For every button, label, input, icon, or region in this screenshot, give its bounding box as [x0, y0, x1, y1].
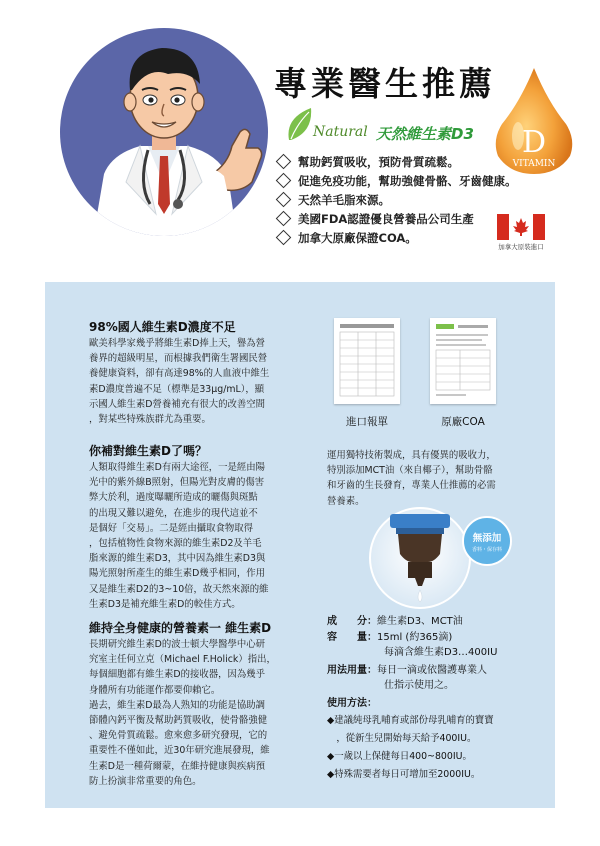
feature-item: 促進免疫功能，幫助強健骨骼、牙齒健康。 [275, 171, 575, 190]
section-body-2: 人類取得維生素D有兩大途徑，一是經由陽 光中的紫外線B照射，但陽光對皮膚的傷害 弊大於利，過度曝曬所造成的曬傷與斑點 的出現又難以避免，在進步的現代這並不 是個好「交易」。二是經由攝取食物取得 ，包括植物性食物來源的維生素D2及羊毛 脂來源的維生素D3，其中因為維生素D3與 陽光照射所產生的維生素D幾乎相同，作用 又是維生素D2的3~10倍，故天然來源的維 生素D3是補充維生素D的較佳方式。 [89, 462, 269, 610]
brand-line [283, 106, 513, 146]
section-body-3: 長期研究維生素D的波士頓大學醫學中心研 究室主任何立克（Michael F.Holick）指出， 每個細胞都有維生素D的接收器，因為幾乎 身體所有功能運作都要仰賴它。 過去，維生素D最為人熟知的功能是協助調 節體內鈣平衡及幫助鈣質吸收，使骨骼強健 、避免骨質疏鬆。愈來愈多研究發現，它的 重要性不僅如此，近30年研究進展發現，維 生素D是一種荷爾蒙，在維持健康與疾病預 防上扮演非常重要的角色。 [89, 639, 276, 787]
feature-item: 美國FDA認證優良營養品公司生產 [275, 209, 575, 228]
import-declaration-image [334, 318, 400, 404]
doctor-illustration [52, 14, 282, 244]
section-title-3: 維持全身健康的營養素一 維生素D [89, 621, 272, 635]
feature-item: 天然羊毛脂來源。 [275, 190, 575, 209]
diamond-bullet-icon [276, 211, 292, 227]
drop-word: VITAMIN [512, 159, 556, 169]
method-item: ，從新生兒開始每天給予400IU。 [327, 733, 477, 744]
section-body-1: 歐美科學家幾乎將維生素D捧上天，譽為營 養界的超級明星，而根據我們衛生署國民營 養健康資料，卻有高達98%的人血液中維生 素D濃度普遍不足（標準是33μg/mL），顯 示國人維生素D營養補充有很大的改善空間 ，對某些特殊族群尤為重要。 [89, 338, 270, 426]
method-item: ◆建議純母乳哺育或部份母乳哺育的寶寶 [327, 715, 494, 726]
diamond-bullet-icon [276, 230, 292, 246]
method-item: ◆一歲以上保健每日400~800IU。 [327, 751, 472, 762]
section-title-2: 你補對維生素D了嗎？ [89, 444, 207, 458]
spec-usage-detail: 仕指示使用之。 [384, 680, 454, 691]
drop-letter: D [521, 125, 547, 160]
badge-sub-text: 香料・保存料 [471, 547, 502, 553]
spec-capacity: 容 量：15ml (約365滴) [327, 632, 453, 643]
coa-certificate-image [430, 318, 496, 404]
flag-caption: 加拿大原裝進口 [498, 243, 544, 251]
spec-capacity-detail: 每滴含維生素D3…400IU [384, 647, 498, 658]
diamond-bullet-icon [276, 192, 292, 208]
dropper-bottle-image [368, 506, 472, 610]
doc-label-import: 進口報單 [346, 416, 388, 428]
headline: 專業醫生推薦 [274, 64, 496, 103]
no-additive-badge [462, 516, 512, 566]
feature-item: 幫助鈣質吸收，預防骨質疏鬆。 [275, 152, 575, 171]
badge-main-text: 無添加 [472, 533, 502, 544]
feature-item: 加拿大原廠保證COA。 [275, 228, 575, 247]
brand-word: Natural [313, 124, 368, 140]
product-name: 天然維生素D3 [376, 125, 474, 143]
vitamin-d-drop-icon [492, 66, 576, 176]
method-list [327, 712, 494, 784]
diamond-bullet-icon [276, 173, 292, 189]
section-title-1: 98%國人維生素D濃度不足 [89, 320, 236, 334]
method-title: 使用方法： [327, 698, 377, 709]
diamond-bullet-icon [276, 154, 292, 170]
spec-ingredients: 成 分：維生素D3、MCT油 [327, 616, 463, 627]
leaf-icon [283, 106, 315, 144]
canada-flag-icon [497, 214, 545, 240]
method-item: ◆特殊需要者每日可增加至2000IU。 [327, 769, 481, 780]
doc-label-coa: 原廠COA [441, 416, 485, 428]
spec-usage: 用法用量：每日一滴或依醫護專業人 [327, 665, 487, 676]
product-description: 運用獨特技術製成，具有優異的吸收力， 特別添加MCT油（來自椰子），幫助骨骼 和牙齒的生長發育，專業人仕推薦的必需 營養素。 [327, 450, 496, 507]
